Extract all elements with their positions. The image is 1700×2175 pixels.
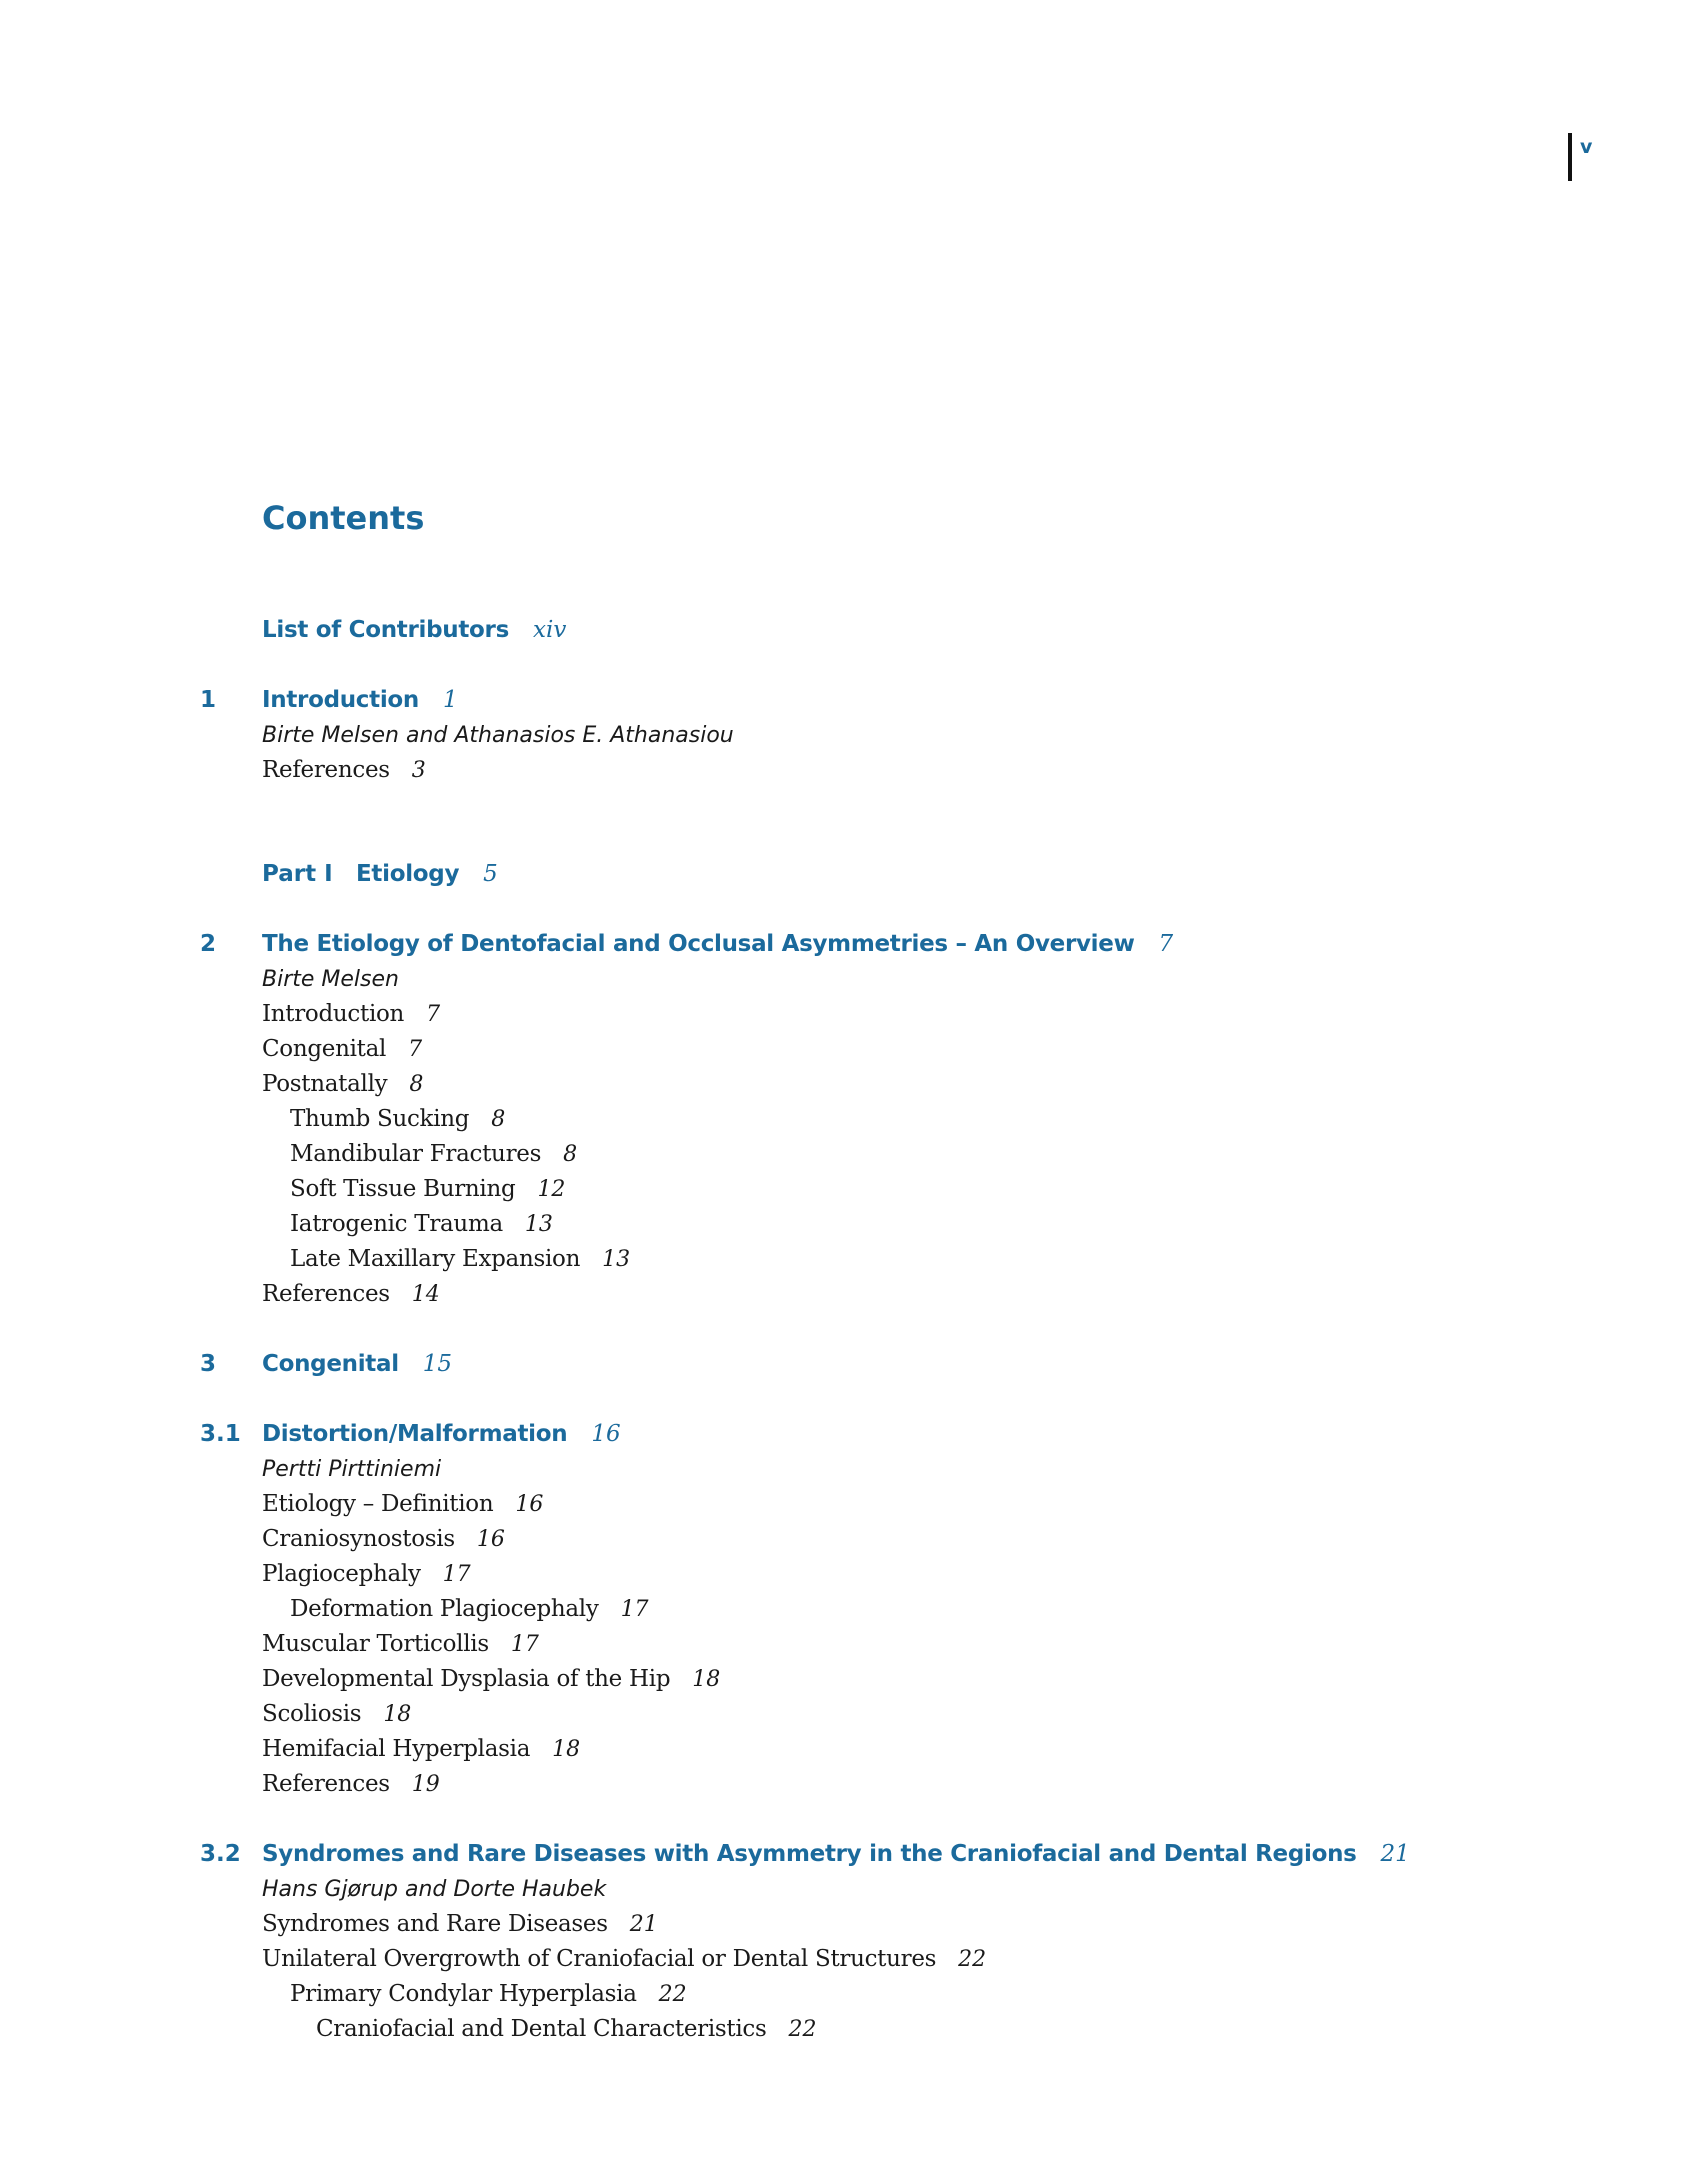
toc-entry-label[interactable]: Thumb Sucking — [290, 1106, 470, 1132]
author-names: Hans Gjørup and Dorte Haubek — [262, 1877, 607, 1902]
toc-entry-label[interactable]: Primary Condylar Hyperplasia — [290, 1981, 637, 2007]
toc-subentry[interactable] — [290, 1978, 687, 2010]
toc-page: 17 — [510, 1632, 539, 1657]
toc-page: xiv — [533, 617, 567, 643]
toc-page: 13 — [524, 1212, 553, 1237]
toc-entry-label[interactable]: Deformation Plagiocephaly — [290, 1596, 599, 1622]
toc-subentry[interactable] — [290, 1208, 553, 1240]
chapter-number: 3 — [200, 1351, 217, 1377]
toc-entry-contributors[interactable] — [262, 614, 566, 645]
author-names: Birte Melsen and Athanasios E. Athanasiou — [262, 723, 734, 748]
toc-entry-label[interactable]: Scoliosis — [262, 1701, 362, 1727]
toc-heading[interactable]: Syndromes and Rare Diseases with Asymmetry in the Craniofacial and Dental Regions — [262, 1841, 1357, 1867]
toc-entry-label[interactable]: Craniofacial and Dental Characteristics — [316, 2016, 767, 2042]
toc-heading[interactable]: Etiology — [356, 861, 460, 887]
toc-page: 22 — [658, 1982, 687, 2007]
toc-page: 8 — [563, 1142, 578, 1167]
toc-entry-label[interactable]: Plagiocephaly — [262, 1561, 421, 1587]
toc-entry-label[interactable]: Congenital — [262, 1036, 387, 1062]
toc-page: 18 — [552, 1737, 581, 1762]
toc-entry-label[interactable]: Unilateral Overgrowth of Craniofacial or Dental Structures — [262, 1946, 937, 1972]
chapter-number: 2 — [200, 931, 217, 957]
toc-entry[interactable] — [262, 1663, 720, 1695]
toc-page: 13 — [602, 1247, 631, 1272]
toc-entry[interactable] — [262, 1488, 543, 1520]
toc-entry-label[interactable]: Muscular Torticollis — [262, 1631, 489, 1657]
toc-subentry[interactable] — [290, 1243, 630, 1275]
toc-entry[interactable] — [262, 1558, 471, 1590]
toc-page: 18 — [383, 1702, 412, 1727]
toc-entry[interactable] — [262, 1768, 440, 1800]
toc-chapter-3-1[interactable] — [262, 1418, 621, 1449]
toc-heading[interactable]: List of Contributors — [262, 617, 509, 643]
toc-author — [262, 963, 399, 995]
toc-entry-label[interactable]: Etiology – Definition — [262, 1491, 494, 1517]
toc-chapter-3-2[interactable] — [262, 1838, 1410, 1869]
toc-entry-label[interactable]: Late Maxillary Expansion — [290, 1246, 581, 1272]
chapter-number: 3.2 — [200, 1841, 241, 1867]
toc-subsubentry[interactable] — [316, 2013, 817, 2045]
toc-entry[interactable] — [262, 1068, 423, 1100]
toc-entry[interactable] — [262, 1698, 411, 1730]
toc-author — [262, 719, 734, 751]
toc-entry-label[interactable]: Craniosynostosis — [262, 1526, 455, 1552]
toc-entry[interactable] — [262, 1733, 580, 1765]
toc-page: 12 — [537, 1177, 566, 1202]
toc-chapter-1[interactable] — [262, 684, 458, 715]
chapter-number: 3.1 — [200, 1421, 241, 1447]
toc-entry-label[interactable]: Postnatally — [262, 1071, 388, 1097]
toc-subentry[interactable] — [290, 1103, 505, 1135]
toc-entry[interactable] — [262, 1943, 986, 1975]
toc-page: 22 — [788, 2017, 817, 2042]
toc-entry[interactable] — [262, 1033, 422, 1065]
toc-page: 19 — [411, 1772, 440, 1797]
toc-author — [262, 1453, 441, 1485]
author-names: Birte Melsen — [262, 967, 399, 992]
toc-entry-label[interactable]: Hemifacial Hyperplasia — [262, 1736, 531, 1762]
toc-page: 5 — [483, 861, 498, 887]
toc-heading[interactable]: Introduction — [262, 687, 419, 713]
toc-page: 21 — [629, 1912, 658, 1937]
toc-page: 7 — [1158, 931, 1174, 957]
toc-subentry[interactable] — [290, 1138, 577, 1170]
toc-chapter-3[interactable] — [262, 1348, 452, 1379]
toc-entry-label[interactable]: Syndromes and Rare Diseases — [262, 1911, 608, 1937]
toc-entry-label[interactable]: Iatrogenic Trauma — [290, 1211, 503, 1237]
toc-page: 15 — [422, 1351, 453, 1377]
page-marker-bar — [1568, 133, 1572, 181]
toc-entry-label[interactable]: References — [262, 757, 390, 783]
toc-entry[interactable] — [262, 754, 426, 786]
chapter-number: 1 — [200, 687, 217, 713]
toc-entry[interactable] — [262, 1908, 658, 1940]
toc-page: 3 — [411, 758, 426, 783]
toc-page: 17 — [620, 1597, 649, 1622]
toc-page: 22 — [958, 1947, 987, 1972]
toc-author — [262, 1873, 606, 1905]
toc-page: 7 — [426, 1002, 441, 1027]
toc-heading[interactable]: Congenital — [262, 1351, 399, 1377]
toc-page: 8 — [491, 1107, 506, 1132]
toc-entry-label[interactable]: Developmental Dysplasia of the Hip — [262, 1666, 671, 1692]
toc-entry[interactable] — [262, 1523, 505, 1555]
toc-page: 18 — [692, 1667, 721, 1692]
toc-page: 17 — [442, 1562, 471, 1587]
toc-chapter-2[interactable] — [262, 928, 1173, 959]
toc-entry[interactable] — [262, 1278, 440, 1310]
toc-heading[interactable]: Distortion/Malformation — [262, 1421, 568, 1447]
toc-page: 1 — [443, 687, 458, 713]
page-number: v — [1580, 136, 1593, 158]
toc-page: 14 — [411, 1282, 440, 1307]
contents-title: Contents — [262, 499, 425, 537]
toc-entry-label[interactable]: References — [262, 1771, 390, 1797]
toc-subentry[interactable] — [290, 1593, 649, 1625]
toc-page: 7 — [408, 1037, 423, 1062]
toc-entry-label[interactable]: Soft Tissue Burning — [290, 1176, 516, 1202]
toc-entry-label[interactable]: Mandibular Fractures — [290, 1141, 542, 1167]
toc-page: 16 — [476, 1527, 505, 1552]
toc-page: 21 — [1380, 1841, 1410, 1867]
toc-entry[interactable] — [262, 1628, 539, 1660]
toc-page: 16 — [591, 1421, 621, 1447]
toc-page: 8 — [409, 1072, 424, 1097]
toc-heading[interactable]: The Etiology of Dentofacial and Occlusal Asymmetries – An Overview — [262, 931, 1135, 957]
toc-entry-label[interactable]: Introduction — [262, 1001, 405, 1027]
author-names: Pertti Pirttiniemi — [262, 1457, 442, 1482]
toc-entry-label[interactable]: References — [262, 1281, 390, 1307]
toc-part-1[interactable] — [262, 858, 498, 889]
toc-entry[interactable] — [262, 998, 440, 1030]
part-label: Part I — [262, 861, 333, 887]
toc-page: 16 — [515, 1492, 544, 1517]
toc-subentry[interactable] — [290, 1173, 565, 1205]
